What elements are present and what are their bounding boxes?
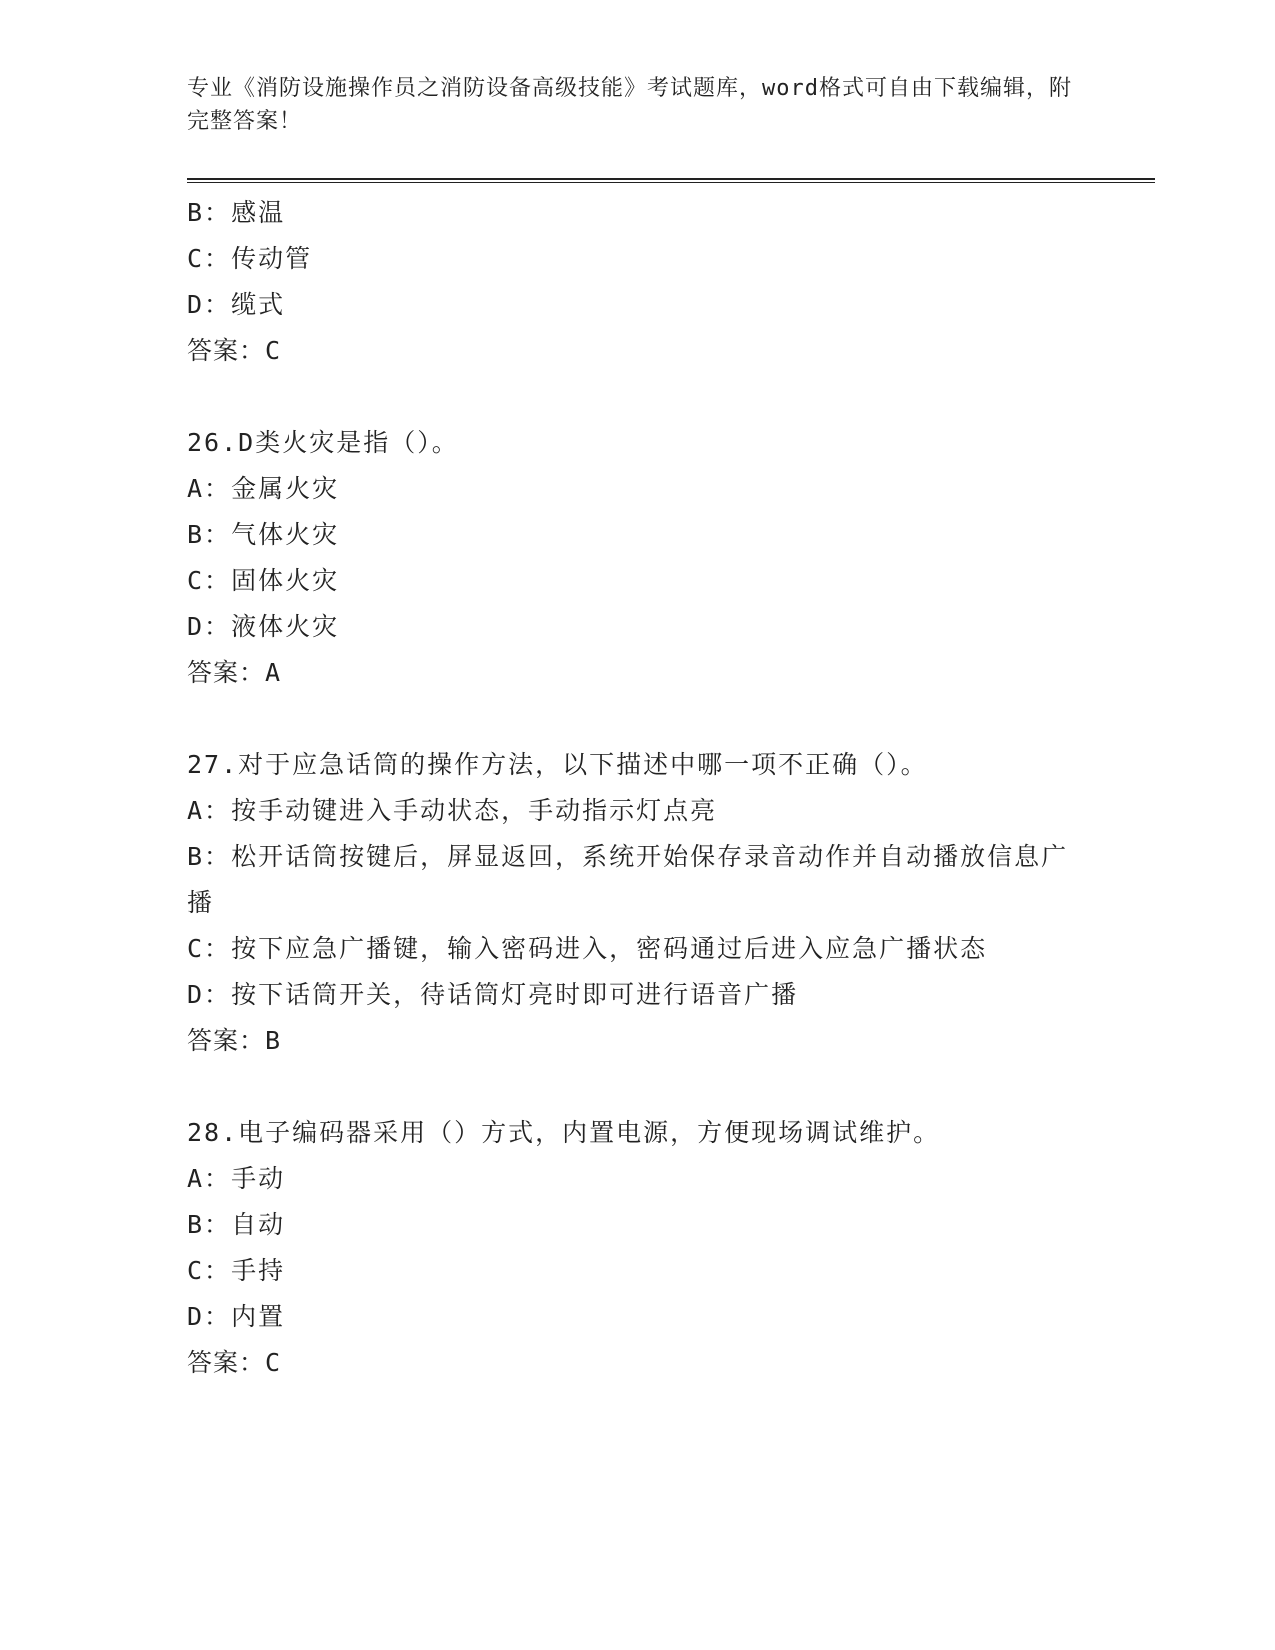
question-fragment <box>187 190 1087 374</box>
option-c: C：固体火灾 <box>187 566 340 595</box>
option-a: A：按手动键进入手动状态，手动指示灯点亮 <box>187 796 718 825</box>
option-a: A：手动 <box>187 1164 286 1193</box>
option-d: D：液体火灾 <box>187 612 340 641</box>
option-b: B：感温 <box>187 198 286 227</box>
answer-line: 答案：A <box>187 658 282 687</box>
option-c: C：按下应急广播键，输入密码进入，密码通过后进入应急广播状态 <box>187 934 988 963</box>
option-d: D：内置 <box>187 1302 286 1331</box>
question-26 <box>187 420 1087 696</box>
option-b: B：松开话筒按键后，屏显返回，系统开始保存录音动作并自动播放信息广播 <box>187 842 1069 917</box>
question-27 <box>187 742 1087 1064</box>
question-stem: 28.电子编码器采用（）方式，内置电源，方便现场调试维护。 <box>187 1118 941 1147</box>
answer-line: 答案：C <box>187 336 282 365</box>
document-header: 专业《消防设施操作员之消防设备高级技能》考试题库，word格式可自由下载编辑，附完整答案！ <box>187 76 1072 134</box>
option-d: D：按下话筒开关，待话筒灯亮时即可进行语音广播 <box>187 980 799 1009</box>
question-list <box>187 190 1087 1386</box>
answer-line: 答案：B <box>187 1026 282 1055</box>
question-stem: 27.对于应急话筒的操作方法，以下描述中哪一项不正确（）。 <box>187 750 928 779</box>
option-a: A：金属火灾 <box>187 474 340 503</box>
option-c: C：手持 <box>187 1256 286 1285</box>
option-b: B：气体火灾 <box>187 520 340 549</box>
header-divider <box>187 178 1155 183</box>
answer-line: 答案：C <box>187 1348 282 1377</box>
option-b: B：自动 <box>187 1210 286 1239</box>
option-d: D：缆式 <box>187 290 286 319</box>
option-c: C：传动管 <box>187 244 313 273</box>
question-stem: 26.D类火灾是指（）。 <box>187 428 459 457</box>
question-28 <box>187 1110 1087 1386</box>
